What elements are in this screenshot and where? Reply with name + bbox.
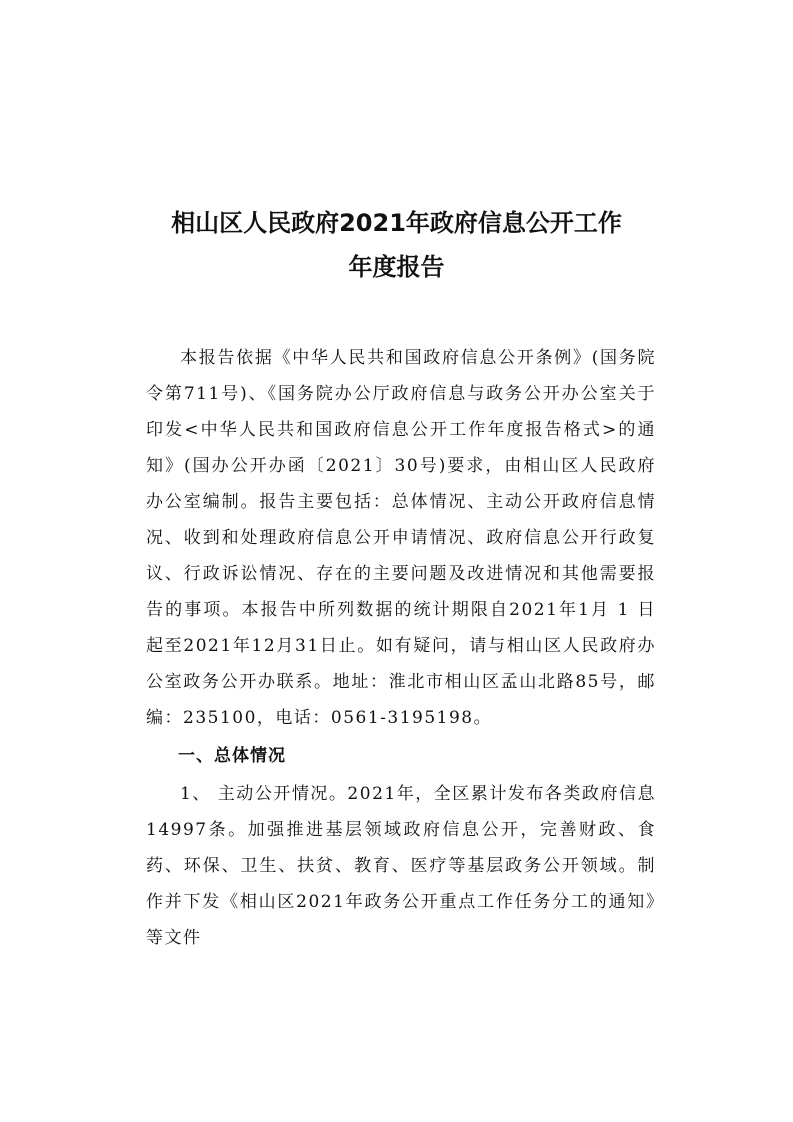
document-title-line-2: 年度报告 (348, 253, 445, 281)
section-paragraph-proactive-disclosure: 1、 主动公开情况。2021年，全区累计发布各类政府信息14997条。加强推进基层领域政府信息公开，完善财政、食药、环保、卫生、扶贫、教育、医疗等基层政务公开领域。制作并下发《相山区2021年政务公开重点工作任务分工的通知》等文件 (146, 784, 656, 948)
document-title-line-1: 相山区人民政府2021年政府信息公开工作 (171, 209, 622, 237)
section-heading-overview: 一、总体情况 (178, 746, 286, 766)
intro-paragraph: 本报告依据《中华人民共和国政府信息公开条例》(国务院令第711号)、《国务院办公厅政府信息与政务公开办公室关于印发<中华人民共和国政府信息公开工作年度报告格式>的通知》(国办公开办函〔2021〕30号)要求，由相山区人民政府办公室编制。报告主要包括：总体情况、主动公开政府信息情况、收到和处理政府信息公开申请情况、政府信息公开行政复议、行政诉讼情况、存在的主要问题及改进情况和其他需要报告的事项。本报告中所列数据的统计期限自2021年1月 1 日起至2021年12月31日止。如有疑问，请与相山区人民政府办公室政务公开办联系。地址：淮北市相山区孟山北路85号，邮编：235100，电话：0561-3195198。 (146, 348, 656, 728)
